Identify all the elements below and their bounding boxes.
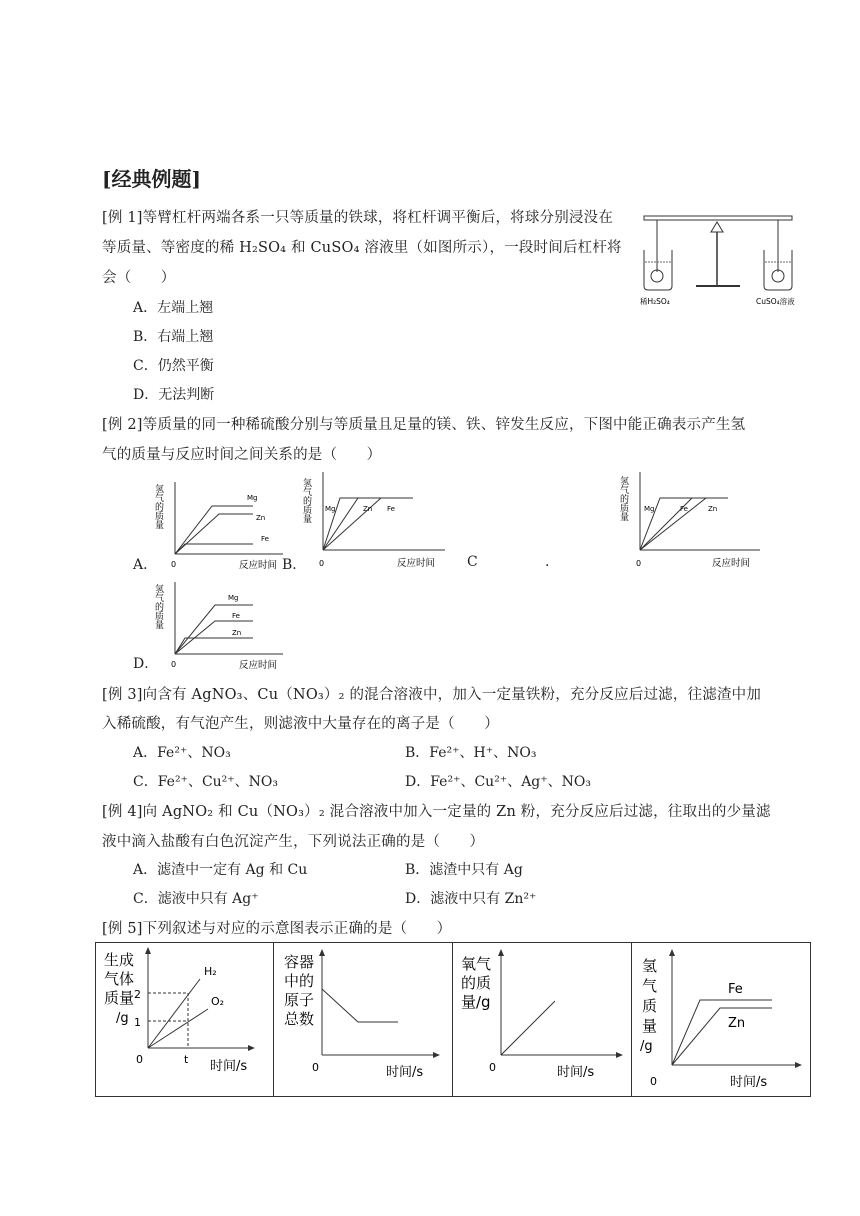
graph-b-series-3: Fe: [387, 505, 395, 513]
fig4-ylabel-2: 气: [642, 977, 658, 995]
ex5-fig1: [96, 943, 273, 1096]
graph-a-series-1: Mg: [247, 494, 258, 502]
fig4-series-zn: Zn: [728, 1016, 746, 1031]
graph-c-ylabel: 氢气的质量: [618, 476, 628, 521]
graph-d-series-2: Fe: [232, 612, 240, 620]
graph-b-origin: 0: [319, 559, 325, 568]
fig4-ylabel-1: 氢: [642, 957, 658, 975]
graph-b-ylabel: 氢气的质量: [301, 478, 311, 523]
fig1-origin: 0: [136, 1053, 143, 1066]
ex5-line: [例 5]下列叙述与对应的示意图表示正确的是（ ）: [102, 921, 452, 937]
fig2-ylabel-4: 总数: [284, 1010, 315, 1028]
ex5-fig4-cell: [632, 943, 810, 1096]
graph-b-series-2: Zn: [363, 505, 373, 513]
fig3-xlabel: 时间/s: [557, 1065, 595, 1080]
ex4-option-c: C．滤液中只有 Ag⁺: [133, 891, 259, 907]
graph-c-series-1: Mg: [644, 505, 655, 513]
graph-a-series-2: Zn: [256, 514, 266, 522]
fig1-xlabel: 时间/s: [210, 1059, 248, 1074]
graph-c-series-3: Zn: [708, 505, 718, 513]
fig3-ylabel-3: 量/g: [461, 993, 491, 1011]
ex3-option-d: D．Fe²⁺、Cu²⁺、Ag⁺、NO₃: [405, 774, 591, 790]
ex3-option-b: B．Fe²⁺、H⁺、NO₃: [405, 745, 537, 761]
ex1-line-1: [例 1]等臂杠杆两端各系一只等质量的铁球，将杠杆调平衡后，将球分别浸没在: [102, 210, 614, 226]
fig2-ylabel-3: 原子: [284, 991, 315, 1009]
fig1-ylabel-2: 气体: [104, 970, 135, 988]
ex4-line-1: [例 4]向 AgNO₂ 和 Cu（NO₃）₂ 混合溶液中加入一定量的 Zn 粉，充分反应后过滤，往取出的少量滤: [102, 804, 771, 820]
graph-a-ylabel: 氢气的质量: [153, 484, 163, 529]
ex4-option-a: A．滤渣中一定有 Ag 和 Cu: [133, 862, 308, 878]
ex5-fig3-cell: [453, 943, 632, 1096]
ex5-fig1-cell: [96, 943, 274, 1096]
fig3-ylabel-2: 的质: [461, 974, 492, 992]
graph-d-xlabel: 反应时间: [239, 660, 278, 671]
graph-a-origin: 0: [171, 560, 177, 569]
graph-b: [303, 468, 451, 570]
ex2-line-2: 气的质量与反应时间之间关系的是（ ）: [102, 447, 382, 463]
graph-c: [620, 468, 765, 570]
lever-right-label: CuSO₄溶液: [756, 297, 795, 306]
fig4-origin: 0: [650, 1075, 657, 1088]
ex2-option-a-label: A．: [133, 557, 158, 573]
ex1-line-3: 会（ ）: [102, 270, 176, 286]
ex2-line-1: [例 2]等质量的同一种稀硫酸分别与等质量且足量的镁、铁、锌发生反应，下图中能正确表示产生氢: [102, 417, 746, 433]
graph-c-origin: 0: [636, 559, 642, 568]
ex2-option-d-label: D．: [133, 656, 159, 672]
ex1-option-a: A．左端上翘: [133, 300, 214, 316]
graph-b-xlabel: 反应时间: [397, 558, 436, 569]
fig3-origin: 0: [489, 1061, 496, 1074]
fig3-ylabel-1: 氧气: [461, 955, 492, 973]
fig2-xlabel: 时间/s: [386, 1065, 424, 1080]
fig4-ylabel-3: 质: [642, 997, 658, 1015]
ex3-line-1: [例 3]向含有 AgNO₃、Cu（NO₃）₂ 的混合溶液中，加入一定量铁粉，充分反应后过滤，往滤渣中加: [102, 687, 762, 703]
graph-a-xlabel: 反应时间: [239, 560, 278, 571]
graph-a: [155, 478, 290, 570]
fig2-ylabel-1: 容器: [284, 953, 315, 971]
lever-figure: [638, 210, 798, 308]
graph-a-series-3: Fe: [261, 535, 269, 543]
fig1-ylabel-4: /g: [116, 1011, 129, 1026]
ex5-fig2-cell: [274, 943, 453, 1096]
fig4-xlabel: 时间/s: [730, 1075, 768, 1090]
ex4-option-d: D．滤液中只有 Zn²⁺: [405, 891, 537, 907]
fig4-ylabel-5: /g: [640, 1039, 653, 1054]
graph-d-series-1: Mg: [228, 594, 239, 602]
ex5-fig2: [274, 943, 452, 1096]
ex5-figure-table: [95, 942, 811, 1097]
ex3-option-c: C．Fe²⁺、Cu²⁺、NO₃: [133, 774, 279, 790]
graph-d: [155, 578, 290, 670]
fig2-ylabel-2: 中的: [284, 972, 315, 990]
graph-c-xlabel: 反应时间: [712, 558, 751, 569]
fig2-origin: 0: [312, 1061, 319, 1074]
graph-d-origin: 0: [171, 660, 177, 669]
ex1-option-c: C．仍然平衡: [133, 358, 214, 374]
lever-left-label: 稀H₂SO₄: [640, 297, 670, 306]
fig1-series-o2: O₂: [211, 995, 225, 1008]
fig1-ylabel-1: 生成: [104, 951, 135, 969]
fig1-series-h2: H₂: [204, 965, 217, 978]
ex2-option-c-dot: .: [545, 554, 550, 570]
fig1-ylabel-3: 质量: [104, 989, 135, 1007]
ex1-line-2: 等质量、等密度的稀 H₂SO₄ 和 CuSO₄ 溶液里（如图所示），一段时间后杠杆将: [102, 240, 622, 256]
fig1-xtick: t: [184, 1053, 189, 1066]
fig4-series-fe: Fe: [728, 982, 743, 997]
graph-d-series-3: Zn: [232, 629, 242, 637]
graph-c-series-2: Fe: [680, 505, 688, 513]
ex2-option-c-label: C: [467, 554, 478, 570]
graph-b-series-1: Mg: [325, 505, 336, 513]
graph-d-ylabel: 氢气的质量: [153, 584, 163, 629]
fig4-ylabel-4: 量: [642, 1017, 658, 1035]
ex5-fig4: [632, 943, 810, 1096]
ex2-option-b-label: B．: [282, 557, 307, 573]
ex3-line-2: 入稀硫酸，有气泡产生，则滤液中大量存在的离子是（ ）: [102, 716, 499, 732]
fig1-tick-2: 2: [134, 988, 141, 1001]
ex3-option-a: A．Fe²⁺、NO₃: [133, 745, 231, 761]
ex5-fig3: [453, 943, 631, 1096]
ex1-option-d: D．无法判断: [133, 387, 215, 403]
ex1-option-b: B．右端上翘: [133, 329, 214, 345]
section-title: [经典例题]: [102, 167, 201, 191]
ex4-line-2: 液中滴入盐酸有白色沉淀产生，下列说法正确的是（ ）: [102, 834, 485, 850]
fig1-tick-1: 1: [134, 1016, 141, 1029]
ex4-option-b: B．滤渣中只有 Ag: [405, 862, 523, 878]
